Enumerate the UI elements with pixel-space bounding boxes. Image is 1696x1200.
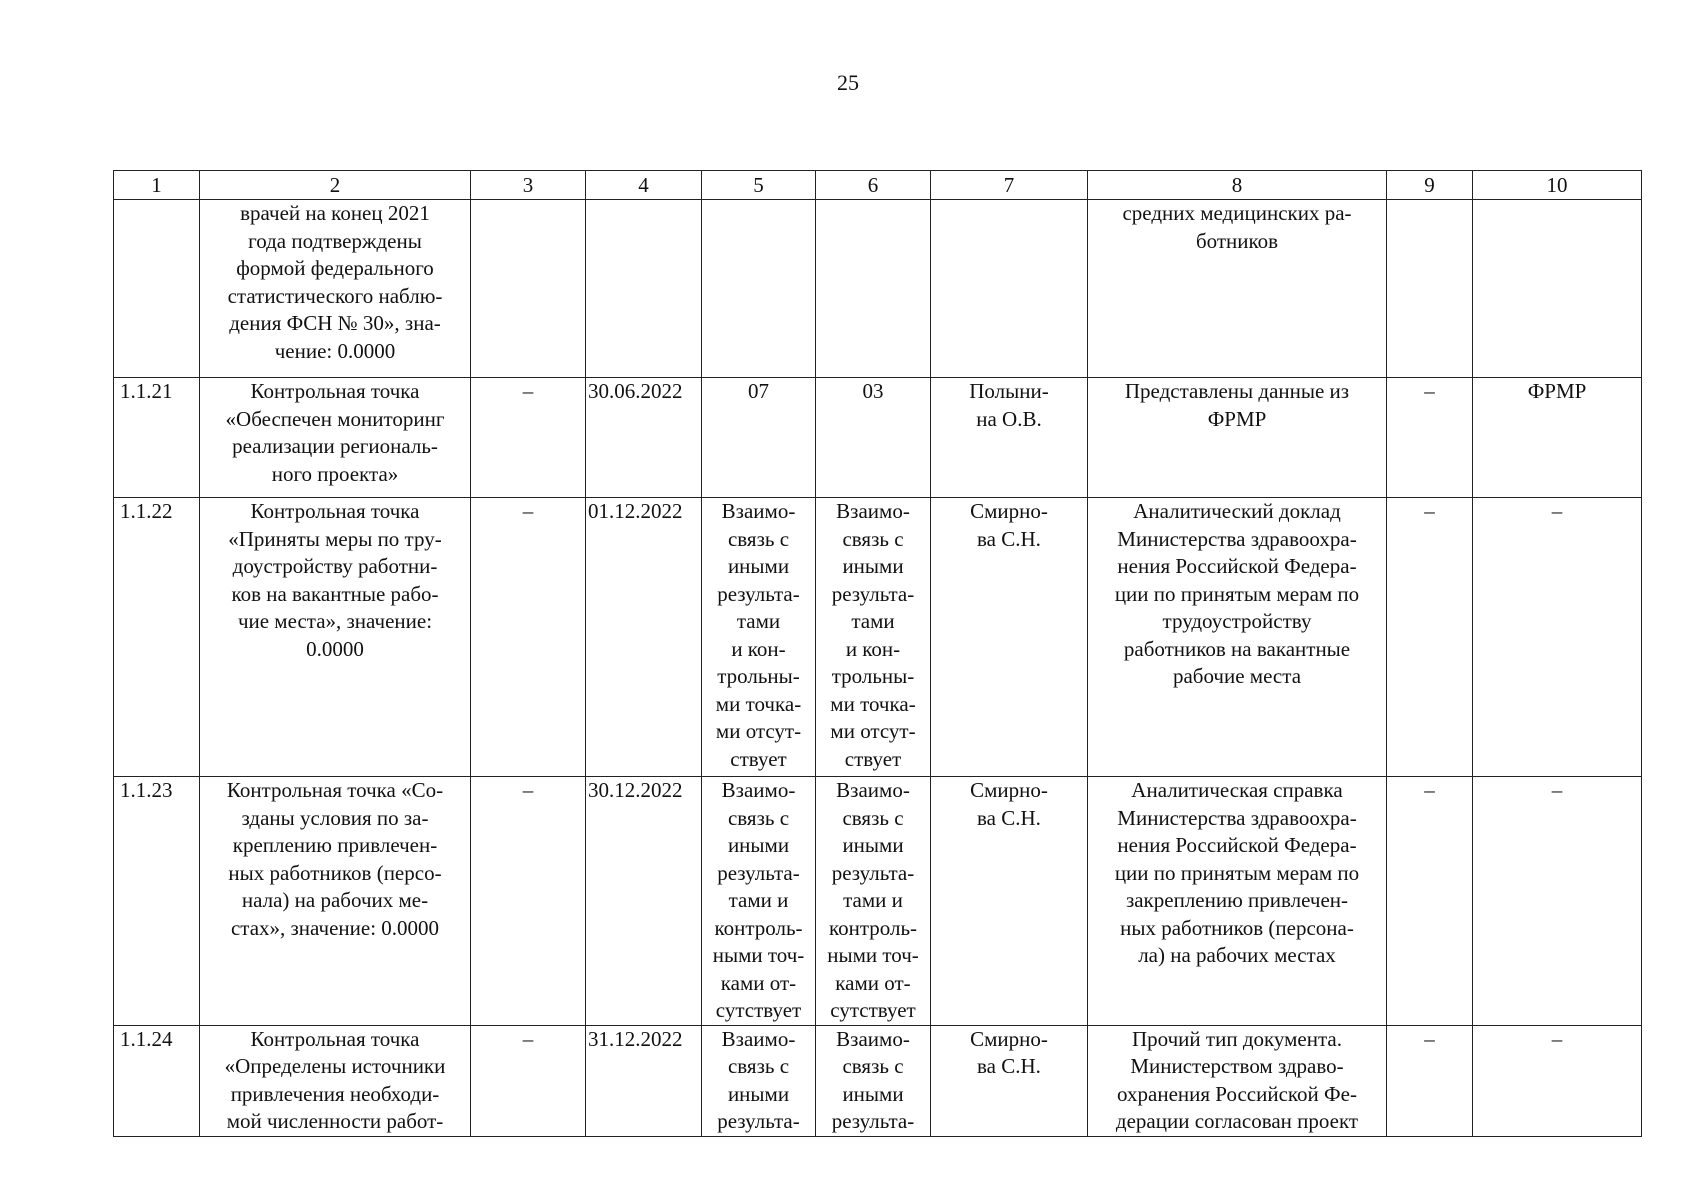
document-text: Представлены данные из ФРМР: [1124, 379, 1350, 431]
column-9-cell: [1387, 777, 1473, 1026]
column-5-cell: [702, 200, 816, 378]
table-row: [114, 378, 1642, 498]
row-number: [114, 378, 200, 498]
column-5-cell: [702, 777, 816, 1026]
responsible-person: [931, 498, 1088, 777]
deadline-date: [586, 378, 702, 498]
row-number-text: 1.1.24: [120, 1026, 173, 1051]
responsible-person: [931, 200, 1088, 378]
column-3-text: –: [522, 778, 534, 802]
column-6-text: Взаимо- связь с иными результа- тами и кон- трольны- ми точка- ми отсут- ствует: [830, 499, 916, 771]
column-5-text: Взаимо- связь с иными результа-: [717, 1026, 800, 1133]
column-6-text: Взаимо- связь с иными результа- тами и контроль- ными точ- ками от- сутствует: [827, 778, 919, 1022]
column-10-text: –: [1551, 1026, 1563, 1051]
deadline-date: [586, 200, 702, 378]
responsible-person: [931, 378, 1088, 498]
column-3-text: –: [522, 379, 534, 403]
deadline-date: [586, 1025, 702, 1136]
column-3-text: –: [522, 1026, 534, 1051]
column-10-text: –: [1551, 778, 1563, 802]
document-description: [1088, 1025, 1387, 1136]
responsible-text: Смирно- ва С.Н.: [970, 778, 1048, 830]
control-point-description: [200, 1025, 471, 1136]
control-point-description: [200, 378, 471, 498]
column-9-text: –: [1424, 778, 1435, 802]
column-5-cell: [702, 498, 816, 777]
table-row: [114, 1025, 1642, 1136]
responsible-text: Смирно- ва С.Н.: [970, 1026, 1048, 1078]
column-3-cell: [471, 777, 586, 1026]
column-6-cell: [816, 1025, 931, 1136]
column-10-text: –: [1551, 499, 1563, 523]
description-text: Контрольная точка «Определены источники привлечения необходи- мой численности работ-: [224, 1026, 446, 1133]
row-number: [114, 1025, 200, 1136]
column-5-cell: [702, 378, 816, 498]
column-9-text: –: [1424, 499, 1435, 523]
column-3-cell: [471, 498, 586, 777]
responsible-person: [931, 1025, 1088, 1136]
description-text: врачей на конец 2021 года подтверждены формой федерального статистического наблю- дения ФСН № 30», зна- чение: 0.0000: [227, 201, 443, 363]
column-10-cell: [1473, 200, 1642, 378]
description-text: Контрольная точка «Приняты меры по тру- доустройству работни- ков на вакантные рабо- чие места», значение: 0.0000: [228, 499, 442, 661]
column-5-cell: [702, 1025, 816, 1136]
column-6-cell: [816, 777, 931, 1026]
date-text: 30.06.2022: [588, 379, 683, 403]
column-9-cell: [1387, 378, 1473, 498]
column-9-cell: [1387, 1025, 1473, 1136]
column-6-cell: [816, 200, 931, 378]
control-point-description: [200, 200, 471, 378]
document-description: [1088, 498, 1387, 777]
column-header: 1: [114, 171, 200, 200]
description-text: Контрольная точка «Со- зданы условия по за- креплению привлечен- ных работников (персо- нала) на рабочих ме- стах», значение: 0.0000: [226, 778, 444, 940]
document-description: [1088, 200, 1387, 378]
table-row: [114, 498, 1642, 777]
control-point-description: [200, 777, 471, 1026]
column-5-text: Взаимо- связь с иными результа- тами и контроль- ными точ- ками от- сутствует: [712, 778, 805, 1022]
column-header: 10: [1473, 171, 1642, 200]
column-header: 3: [471, 171, 586, 200]
responsible-text: Смирно- ва С.Н.: [970, 499, 1048, 551]
column-6-text: Взаимо- связь с иными результа-: [831, 1026, 915, 1133]
responsible-text: Полыни- на О.В.: [969, 379, 1049, 431]
row-number-text: 1.1.22: [120, 499, 173, 523]
table-row: [114, 777, 1642, 1026]
column-6-text: 03: [862, 379, 884, 403]
column-3-cell: [471, 200, 586, 378]
column-header: 9: [1387, 171, 1473, 200]
row-number: [114, 200, 200, 378]
table-header-row: [114, 171, 1642, 200]
column-10-cell: [1473, 498, 1642, 777]
date-text: 30.12.2022: [588, 778, 683, 802]
column-5-text: 07: [748, 379, 769, 403]
column-10-cell: [1473, 378, 1642, 498]
column-5-text: Взаимо- связь с иными результа- тами и кон- трольны- ми точка- ми отсут- ствует: [715, 499, 802, 771]
column-header: 2: [200, 171, 471, 200]
column-header: 6: [816, 171, 931, 200]
page-number: 25: [837, 70, 859, 95]
column-6-cell: [816, 498, 931, 777]
document-text: Прочий тип документа. Министерством здраво- охранения Российской Фе- дерации согласован проект: [1115, 1026, 1359, 1133]
document-text: Аналитический доклад Министерства здравоохра- нения Российской Федера- ции по принятым мерам по трудоустройству работников на вакантные рабочие места: [1114, 499, 1360, 688]
column-header: 4: [586, 171, 702, 200]
row-number-text: 1.1.23: [120, 778, 173, 802]
column-10-cell: [1473, 777, 1642, 1026]
document-text: средних медицинских ра- ботников: [1122, 201, 1352, 253]
column-header: 8: [1088, 171, 1387, 200]
document-description: [1088, 378, 1387, 498]
deadline-date: [586, 498, 702, 777]
document-text: Аналитическая справка Министерства здравоохра- нения Российской Федера- ции по принятым мерам по закреплению привлечен- ных работников (персона- ла) на рабочих местах: [1114, 778, 1360, 967]
responsible-person: [931, 777, 1088, 1026]
table-row: [114, 200, 1642, 378]
column-9-cell: [1387, 200, 1473, 378]
deadline-date: [586, 777, 702, 1026]
row-number: [114, 498, 200, 777]
control-point-description: [200, 498, 471, 777]
column-header: 7: [931, 171, 1088, 200]
row-number-text: 1.1.21: [120, 379, 173, 403]
description-text: Контрольная точка «Обеспечен мониторинг реализации региональ- ного проекта»: [225, 379, 445, 486]
column-9-text: –: [1424, 1026, 1435, 1051]
date-text: 01.12.2022: [588, 499, 683, 523]
column-6-cell: [816, 378, 931, 498]
column-10-cell: [1473, 1025, 1642, 1136]
column-header: 5: [702, 171, 816, 200]
row-number: [114, 777, 200, 1026]
column-9-cell: [1387, 498, 1473, 777]
document-description: [1088, 777, 1387, 1026]
column-10-text: ФРМР: [1527, 379, 1587, 403]
date-text: 31.12.2022: [588, 1026, 683, 1051]
control-points-table: [113, 170, 1642, 1137]
column-3-cell: [471, 378, 586, 498]
column-9-text: –: [1424, 379, 1435, 403]
column-3-text: –: [522, 499, 534, 523]
column-3-cell: [471, 1025, 586, 1136]
